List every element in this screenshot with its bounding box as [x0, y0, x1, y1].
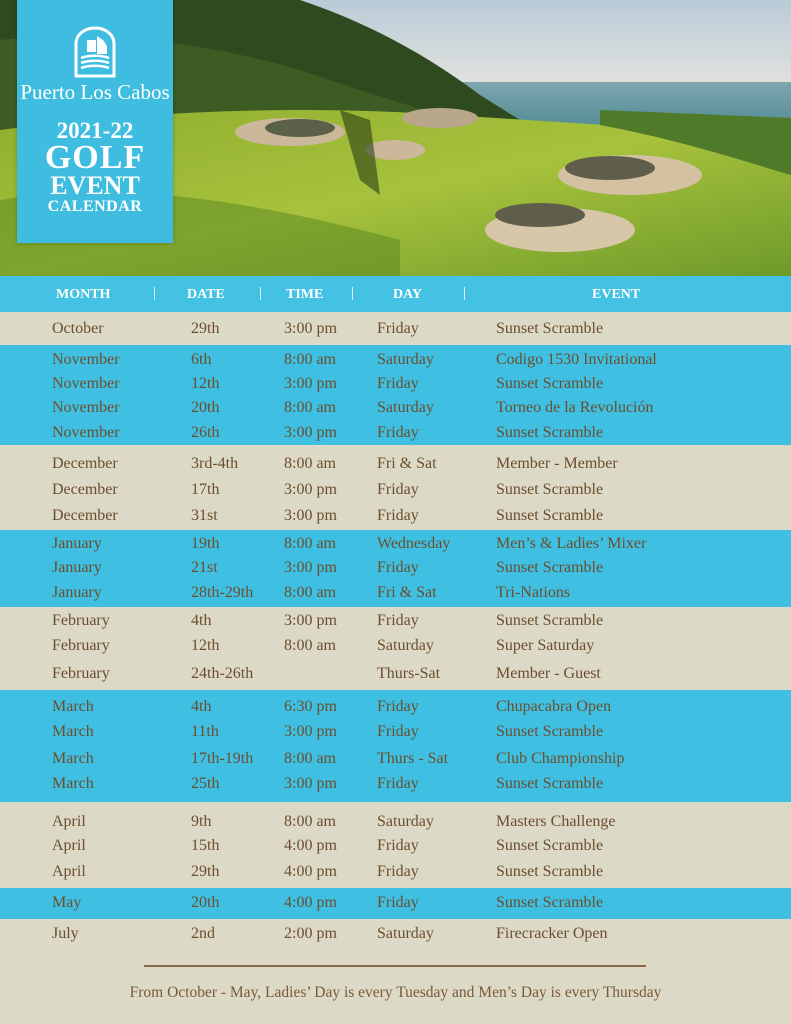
cell-date: 26th [191, 424, 220, 441]
table-row [0, 720, 791, 744]
cell-day: Friday [377, 723, 419, 740]
cell-event: Firecracker Open [496, 925, 608, 942]
cell-time: 8:00 am [284, 584, 336, 601]
cell-day: Saturday [377, 925, 434, 942]
cell-month: October [52, 320, 104, 337]
cell-date: 2nd [191, 925, 215, 942]
cell-time: 8:00 am [284, 750, 336, 767]
month-group [0, 607, 791, 690]
cell-time: 3:00 pm [284, 481, 337, 498]
cell-event: Masters Challenge [496, 813, 616, 830]
cell-month: February [52, 665, 110, 682]
cell-event: Club Championship [496, 750, 625, 767]
table-row [0, 772, 791, 796]
arch-lighthouse-logo-icon [73, 26, 117, 78]
month-group [0, 445, 791, 530]
cell-day: Saturday [377, 351, 434, 368]
table-row [0, 532, 791, 556]
table-row [0, 504, 791, 528]
footer-divider [144, 965, 646, 967]
cell-month: May [52, 894, 82, 911]
cell-event: Sunset Scramble [496, 612, 604, 629]
table-row [0, 372, 791, 396]
cell-month: December [52, 455, 118, 472]
table-row [0, 634, 791, 658]
cell-date: 17th-19th [191, 750, 254, 767]
cell-date: 4th [191, 698, 212, 715]
season-year: 2021-22 [56, 118, 134, 143]
cell-month: March [52, 750, 94, 767]
cell-month: January [52, 559, 102, 576]
cell-date: 20th [191, 894, 220, 911]
cell-time: 6:30 pm [284, 698, 337, 715]
cell-date: 12th [191, 637, 220, 654]
cell-time: 2:00 pm [284, 925, 337, 942]
table-row [0, 891, 791, 915]
cell-date: 3rd-4th [191, 455, 239, 472]
cell-time: 8:00 am [284, 813, 336, 830]
table-row [0, 922, 791, 946]
cell-date: 29th [191, 863, 220, 880]
cell-event: Super Saturday [496, 637, 595, 654]
cell-day: Saturday [377, 399, 434, 416]
cell-date: 15th [191, 837, 220, 854]
table-row [0, 695, 791, 719]
table-row [0, 860, 791, 884]
cell-date: 19th [191, 535, 220, 552]
cell-event: Sunset Scramble [496, 424, 604, 441]
month-group [0, 919, 791, 951]
cell-month: January [52, 584, 102, 601]
cell-time: 3:00 pm [284, 723, 337, 740]
cell-day: Friday [377, 698, 419, 715]
cell-date: 11th [191, 723, 219, 740]
cell-day: Friday [377, 775, 419, 792]
month-group [0, 802, 791, 888]
cell-day: Thurs-Sat [377, 665, 441, 682]
table-row [0, 478, 791, 502]
column-header-event: EVENT [592, 287, 641, 302]
cell-date: 9th [191, 813, 212, 830]
table-row [0, 810, 791, 834]
cell-month: November [52, 399, 120, 416]
cell-time: 8:00 am [284, 399, 336, 416]
cell-month: December [52, 507, 118, 524]
column-header-date: DATE [187, 287, 225, 302]
cell-date: 31st [191, 507, 218, 524]
cell-time: 3:00 pm [284, 320, 337, 337]
cell-date: 24th-26th [191, 665, 254, 682]
cell-event: Sunset Scramble [496, 559, 604, 576]
table-row [0, 581, 791, 605]
cell-month: March [52, 698, 94, 715]
cell-time: 8:00 am [284, 455, 336, 472]
title-golf: GOLF [44, 139, 146, 176]
table-row [0, 834, 791, 858]
cell-date: 29th [191, 320, 220, 337]
cell-month: April [52, 813, 86, 830]
cell-day: Friday [377, 863, 419, 880]
cell-time: 3:00 pm [284, 775, 337, 792]
cell-day: Friday [377, 837, 419, 854]
month-group [0, 312, 791, 345]
table-row [0, 396, 791, 420]
cell-month: November [52, 424, 120, 441]
cell-date: 17th [191, 481, 220, 498]
cell-event: Sunset Scramble [496, 775, 604, 792]
cell-day: Saturday [377, 637, 434, 654]
cell-date: 4th [191, 612, 212, 629]
brand-name: Puerto Los Cabos [20, 80, 170, 104]
column-divider: | [351, 285, 355, 301]
cell-day: Friday [377, 481, 419, 498]
cell-date: 6th [191, 351, 212, 368]
cell-time: 3:00 pm [284, 507, 337, 524]
month-group [0, 530, 791, 607]
cell-event: Sunset Scramble [496, 507, 604, 524]
cell-time: 4:00 pm [284, 894, 337, 911]
cell-event: Sunset Scramble [496, 723, 604, 740]
cell-month: February [52, 612, 110, 629]
cell-day: Saturday [377, 813, 434, 830]
cell-date: 12th [191, 375, 220, 392]
cell-event: Sunset Scramble [496, 375, 604, 392]
title-calendar: CALENDAR [47, 198, 143, 215]
cell-month: April [52, 837, 86, 854]
cell-time: 8:00 am [284, 637, 336, 654]
cell-time: 8:00 am [284, 535, 336, 552]
title-event: EVENT [50, 171, 140, 200]
cell-month: January [52, 535, 102, 552]
cell-event: Codigo 1530 Invitational [496, 351, 657, 368]
cell-event: Sunset Scramble [496, 894, 604, 911]
cell-month: February [52, 637, 110, 654]
month-group [0, 888, 791, 919]
cell-day: Thurs - Sat [377, 750, 449, 767]
cell-time: 8:00 am [284, 351, 336, 368]
cell-date: 28th-29th [191, 584, 254, 601]
column-header-day: DAY [393, 287, 423, 302]
table-row [0, 609, 791, 633]
cell-event: Men’s & Ladies’ Mixer [496, 535, 647, 552]
cell-day: Friday [377, 612, 419, 629]
cell-day: Friday [377, 894, 419, 911]
cell-time: 3:00 pm [284, 559, 337, 576]
column-divider: | [153, 285, 157, 301]
cell-month: April [52, 863, 86, 880]
cell-time: 3:00 pm [284, 375, 337, 392]
table-row [0, 421, 791, 445]
cell-time: 3:00 pm [284, 612, 337, 629]
column-divider: | [259, 285, 263, 301]
cell-time: 3:00 pm [284, 424, 337, 441]
cell-month: November [52, 375, 120, 392]
cell-event: Sunset Scramble [496, 481, 604, 498]
cell-event: Sunset Scramble [496, 863, 604, 880]
cell-date: 21st [191, 559, 218, 576]
cell-month: November [52, 351, 120, 368]
cell-month: December [52, 481, 118, 498]
column-header-month: MONTH [56, 287, 111, 302]
cell-day: Friday [377, 375, 419, 392]
table-header [0, 276, 791, 312]
cell-event: Sunset Scramble [496, 837, 604, 854]
cell-day: Friday [377, 424, 419, 441]
month-group [0, 345, 791, 445]
cell-time: 4:00 pm [284, 863, 337, 880]
cell-day: Fri & Sat [377, 584, 437, 601]
cell-day: Friday [377, 507, 419, 524]
month-group [0, 690, 791, 802]
table-row [0, 348, 791, 372]
cell-date: 20th [191, 399, 220, 416]
title-badge [17, 0, 173, 243]
column-divider: | [463, 285, 467, 301]
table-row [0, 662, 791, 686]
table-row [0, 556, 791, 580]
footer-note: From October - May, Ladies’ Day is every Tuesday and Men’s Day is every Thursday [129, 984, 662, 1001]
cell-event: Member - Guest [496, 665, 601, 682]
table-row [0, 747, 791, 771]
cell-month: March [52, 775, 94, 792]
cell-day: Friday [377, 559, 419, 576]
cell-day: Wednesday [377, 535, 451, 552]
cell-day: Fri & Sat [377, 455, 437, 472]
cell-day: Friday [377, 320, 419, 337]
cell-event: Torneo de la Revolución [496, 399, 654, 416]
cell-event: Tri-Nations [496, 584, 571, 601]
cell-event: Member - Member [496, 455, 618, 472]
cell-date: 25th [191, 775, 220, 792]
table-row [0, 317, 791, 341]
cell-month: March [52, 723, 94, 740]
cell-time: 4:00 pm [284, 837, 337, 854]
column-header-time: TIME [286, 287, 324, 302]
cell-event: Chupacabra Open [496, 698, 612, 715]
cell-month: July [52, 925, 79, 942]
cell-event: Sunset Scramble [496, 320, 604, 337]
table-row [0, 452, 791, 476]
